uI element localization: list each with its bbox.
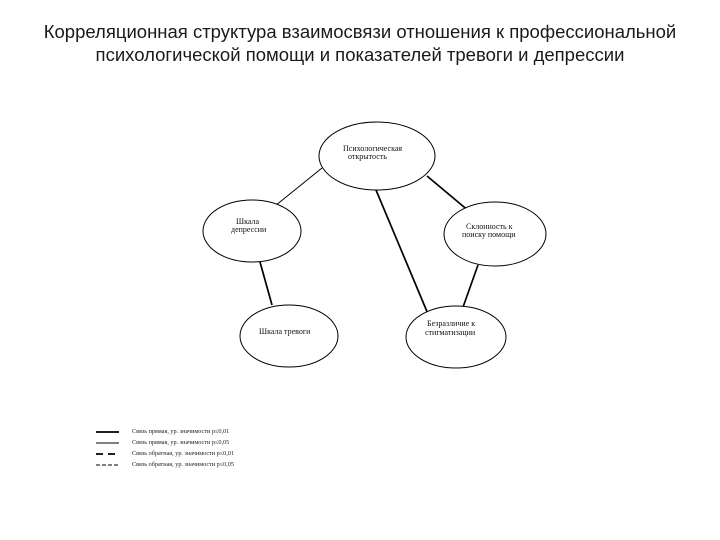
legend-item-inverse-005 <box>96 461 234 468</box>
node-propensity-line2: поиску помощи <box>462 230 516 239</box>
node-indifference-line1: Безразличие к <box>427 319 476 328</box>
legend-label-1: Связь прямая, ур. значимости p≤0,01 <box>132 428 230 435</box>
node-openness-line2: открытость <box>348 152 387 161</box>
node-indifference-line2: стигматизации <box>425 328 476 337</box>
legend-item-inverse-001 <box>96 450 234 457</box>
edge-openness-indifference <box>376 190 428 314</box>
legend-label-2: Связь прямая, ур. значимости p≤0,05 <box>132 439 230 446</box>
legend-item-direct-005 <box>96 439 229 446</box>
node-anxiety-label: Шкала тревоги <box>259 327 311 336</box>
node-openness-line1: Психологическая <box>343 144 403 153</box>
legend-item-direct-001 <box>96 428 229 435</box>
legend-label-3: Связь обратная, ур. значимости p≤0,01 <box>132 450 234 457</box>
node-help-seeking-propensity <box>444 202 546 266</box>
edge-propensity-indifference <box>462 265 478 310</box>
edge-depression-anxiety <box>260 262 272 305</box>
node-depression-scale <box>203 200 301 262</box>
node-depression-line2: депрессии <box>231 225 267 234</box>
node-anxiety-scale <box>240 305 338 367</box>
node-psychological-openness <box>319 122 435 190</box>
node-depression-line1: Шкала <box>236 217 259 226</box>
slide-title: Корреляционная структура взаимосвязи отношения к профессиональной психологической помощи и показателей тревоги и депрессии <box>43 21 677 65</box>
legend-label-4: Связь обратная, ур. значимости p≤0,05 <box>132 461 234 468</box>
legend <box>96 428 234 468</box>
edge-openness-propensity <box>427 176 470 212</box>
edge-openness-depression <box>270 168 322 210</box>
node-stigma-indifference <box>406 306 506 368</box>
node-propensity-line1: Склонность к <box>466 222 513 231</box>
